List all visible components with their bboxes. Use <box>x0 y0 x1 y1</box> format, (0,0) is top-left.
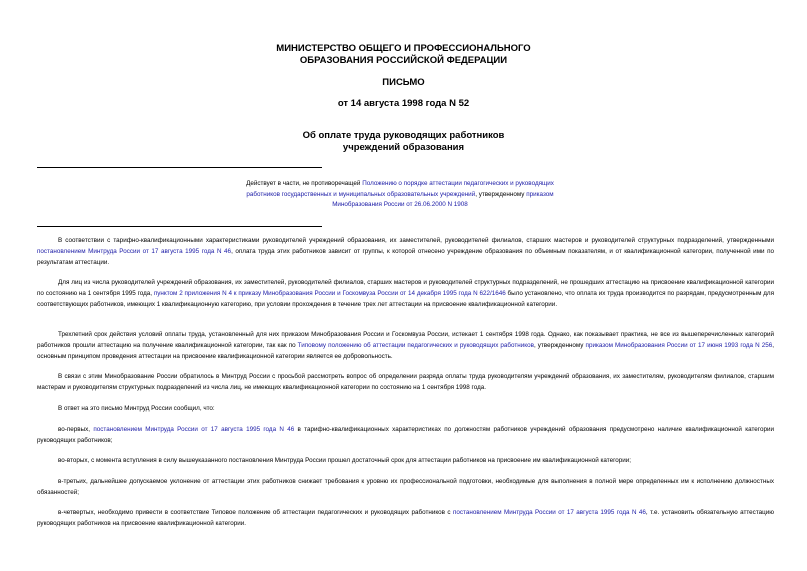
validity-note-middle: , утвержденному <box>475 190 527 198</box>
paragraph-text: во-вторых, с момента вступления в силу вышеуказанного постановления Минтруда России прошел достаточный срок для аттестации работников на присвоение им квалификационной категории; <box>58 457 632 464</box>
ministry-name-line2: ОБРАЗОВАНИЯ РОССИЙСКОЙ ФЕДЕРАЦИИ <box>299 55 508 66</box>
paragraph-text: в-четвертых, необходимо привести в соответствие Типовое положение об аттестации педагогических и руководящих работников с <box>58 509 453 516</box>
document-title-line1: Об оплате труда руководящих работников <box>302 130 505 141</box>
typical-regulation-link[interactable]: Типовому положению об аттестации педагогических и руководящих работников <box>297 341 534 349</box>
ministry-name-line1: МИНИСТЕРСТВО ОБЩЕГО И ПРОФЕССИОНАЛЬНОГО <box>276 43 531 54</box>
paragraph-text: В связи с этим Минобразование России обратилось в Минтруд России с просьбой рассмотреть вопрос об определении разряда оплаты труда руководителям учреждений образования, их заместителям, руководителям филиалов, старшим мастерам и руководителям структурных подразделений из числа лиц, не имеющих квалификационной категории по состоянию на 1 сентября 1998 года. <box>37 373 774 391</box>
paragraph-7 <box>37 456 774 467</box>
appendix-link[interactable]: пунктом 2 приложения N 4 к приказу Минобразования России и Госкомвуза России от 14 декабря 1995 года N 622/1646 <box>153 289 506 297</box>
regulation-link[interactable]: Положению о порядке аттестации педагогических и руководящих работников государственных и муниципальных образовательных учреждений <box>246 180 554 198</box>
paragraph-2 <box>37 278 774 311</box>
paragraph-6 <box>37 425 774 447</box>
order-256-link[interactable]: приказом Минобразования России от 17 июня 1993 года N 256 <box>585 341 773 349</box>
paragraph-5 <box>37 404 774 415</box>
paragraph-text: , оплата труда этих работников зависит от группы, к которой отнесено учреждение образования по объемным показателям, и от квалификационной категории, полученной ими по результатам аттестации. <box>37 247 774 266</box>
bottom-divider <box>37 226 322 227</box>
paragraph-text: в-третьих, дальнейшее допускаемое уклонение от аттестации этих работников снижает требования к уровню их профессиональной подготовки, необходимые для выполнения в полной мере определенных им к исполнению должностных обязанностей; <box>37 478 774 496</box>
paragraph-9 <box>37 508 774 530</box>
paragraph-8 <box>37 477 774 499</box>
document-type: ПИСЬМО <box>382 77 425 88</box>
paragraph-text: В соответствии с тарифно-квалификационными характеристиками руководителей учреждений образования, их заместителей, руководителей филиалов, старших мастеров и руководителей структурных подразделений, утвержденными <box>58 237 774 244</box>
top-divider <box>37 167 322 168</box>
document-title-line2: учреждений образования <box>342 142 465 153</box>
paragraph-1 <box>37 236 774 269</box>
paragraph-3 <box>37 330 774 363</box>
paragraph-text: , основным принципом проведения аттестации на присвоение квалификационной категории является ее добровольность. <box>37 341 774 360</box>
paragraph-4 <box>37 372 774 394</box>
decree-link[interactable]: постановлением Минтруда России от 17 августа 1995 года N 46 <box>93 426 295 433</box>
paragraph-text: Трехлетний срок действия условий оплаты труда, установленный для них приказом Минобразования России и Госкомвуза России, истекает 1 сентября 1998 года. Однако, как показывает практика, не все из вышеперечисленных категорий работников прошли аттестацию на получение квалификационной категории, так как по <box>37 331 774 349</box>
paragraph-text: , т.е. установить обязательную аттестацию руководящих работников на присвоение квалификационной категории. <box>37 509 774 527</box>
decree-link[interactable]: постановлением Минтруда России от 17 августа 1995 года N 46 <box>37 247 232 255</box>
document-date: от 14 августа 1998 года N 52 <box>337 98 470 109</box>
paragraph-text: Для лиц из числа руководителей учреждений образования, их заместителей, руководителей филиалов, старших мастеров и руководителей структурных подразделений, не прошедших аттестацию на присвоение квалификационной категории по состоянию на 1 сентября 1995 года, <box>37 279 774 297</box>
paragraph-text: В ответ на это письмо Минтруд России сообщил, что: <box>58 405 215 412</box>
validity-note-prefix: Действует в части, не противоречащей <box>246 180 363 187</box>
paragraph-text: , утвержденному <box>533 341 586 349</box>
decree-link[interactable]: постановлением Минтруда России от 17 августа 1995 года N 46 <box>453 509 646 516</box>
paragraph-text: было установлено, что оплата их труда производится по разрядам, предусмотренным для соответствующих работников, имеющих 1 квалификационную категорию, при условии прохождения в течение трех лет аттестации на присвоение квалификационной категории. <box>37 289 774 308</box>
validity-note <box>230 179 570 211</box>
paragraph-text: во-первых, <box>58 426 94 433</box>
order-link[interactable]: приказом Минобразования России от 26.06.2000 N 1908 <box>332 190 554 209</box>
paragraph-text: в тарифно-квалификационных характеристиках по должностям работников учреждений образования предусмотрено наличие квалификационной категории руководящих работников; <box>37 426 774 444</box>
